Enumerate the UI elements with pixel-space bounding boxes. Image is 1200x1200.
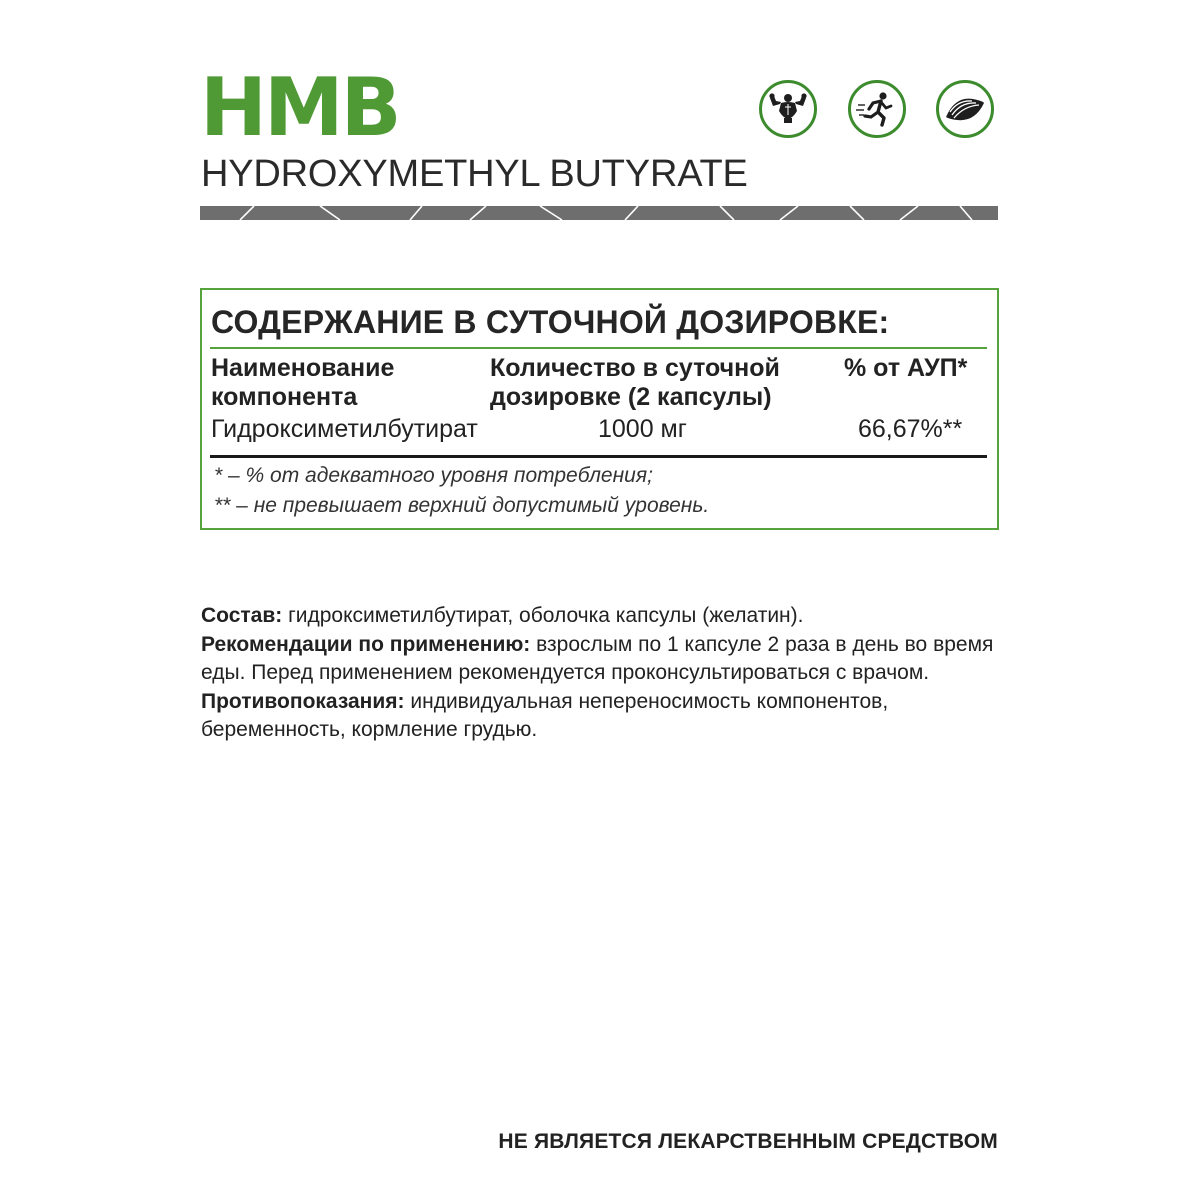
heading-divider	[210, 347, 987, 349]
footnote-aup: * – % от адекватного уровня потребления;	[214, 464, 653, 487]
contraindications-text: индивидуальная непереносимость компонентов, беременность, кормление грудью.	[201, 689, 889, 741]
decorative-stripe	[200, 206, 998, 220]
contraindications-label: Противопоказания:	[201, 689, 405, 713]
product-title: HMB	[200, 61, 399, 154]
row-component-percent: 66,67%**	[858, 415, 963, 443]
table-heading: СОДЕРЖАНИЕ В СУТОЧНОЙ ДОЗИРОВКЕ:	[211, 304, 890, 340]
disclaimer-footer: НЕ ЯВЛЯЕТСЯ ЛЕКАРСТВЕННЫМ СРЕДСТВОМ	[498, 1130, 998, 1153]
column-header-amount: Количество в суточной дозировке (2 капсулы)	[490, 354, 780, 411]
contraindications-paragraph	[201, 688, 1001, 745]
benefit-icons	[0, 80, 1200, 142]
runner-icon	[848, 80, 906, 138]
column-header-percent: % от АУП*	[844, 354, 968, 382]
usage-label: Рекомендации по применению:	[201, 632, 531, 656]
footnote-upper-limit: ** – не превышает верхний допустимый уровень.	[214, 494, 710, 517]
daily-dose-table	[200, 288, 999, 530]
row-component-name: Гидроксиметилбутират	[211, 415, 478, 443]
usage-text: взрослым по 1 капсуле 2 раза в день во время еды. Перед применением рекомендуется проконсультироваться с врачом.	[201, 632, 994, 684]
product-subtitle: HYDROXYMETHYL BUTYRATE	[201, 153, 748, 195]
usage-paragraph	[201, 631, 1001, 688]
table-divider	[210, 455, 987, 458]
row-component-amount: 1000 мг	[598, 415, 687, 443]
product-info	[201, 602, 1001, 745]
composition-text: гидроксиметилбутират, оболочка капсулы (желатин).	[282, 604, 804, 627]
muscle-fiber-icon	[936, 80, 994, 138]
bodybuilder-icon	[759, 80, 817, 138]
composition-label: Состав:	[201, 604, 283, 627]
composition-paragraph	[201, 602, 1001, 631]
column-header-name: Наименование компонента	[211, 354, 395, 411]
